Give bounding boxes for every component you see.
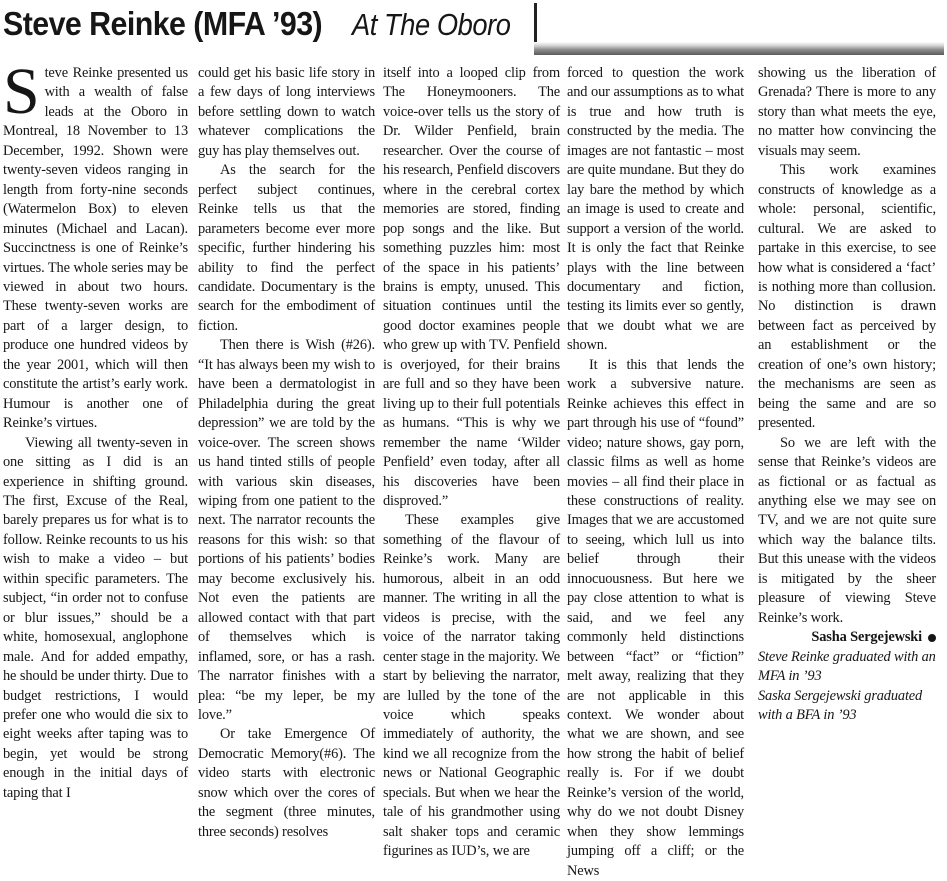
paragraph: Or take Emergence Of Democratic Memory(#6). The video starts with electronic snow which over the cores of the segment (three minutes, three seconds) resolves bbox=[198, 726, 375, 840]
column-2 bbox=[198, 64, 375, 842]
header-rule bbox=[534, 42, 944, 55]
paragraph: These examples give something of the flavour of Reinke’s work. Many are humorous, albeit in an odd manner. The writing in all the videos is precise, with the voice of the narrator taking center stage in the majority. We start by believing the narrator, are lulled by the tone of the voice which speaks immediately of authority, the kind we all recognize from the news or National Geographic specials. But when we hear the tale of his grandmother using salt shaker tops and ceramic figurines as IUD’s, we are bbox=[383, 512, 560, 860]
column-5 bbox=[758, 64, 936, 725]
paragraph: forced to question the work and our assumptions as to what is true and how truth is constructed by the media. The images are not fantastic – most are quite mundane. But they do lay bare the method by which an image is used to create and support a version of the world. It is only the fact that Reinke plays with the line between documentary and fiction, testing its limits ever so gently, that we doubt what we are shown. bbox=[567, 65, 744, 354]
paragraph: showing us the liberation of Grenada? There is more to any story than what meets the eye, no matter how convincing the visuals may seem. bbox=[758, 65, 936, 159]
article-header bbox=[3, 2, 534, 46]
paragraph: It is this that lends the work a subversive nature. Reinke achieves this effect in part through his use of “found” video; nature shows, gay porn, classic films as well as home movies – all find their place in these constructions of reality. Images that we are accustomed to seeing, which lull us into belief through their innocuousness. But here we pay close attention to what is said, and we feel any commonly held distinctions between “fact” or “fiction” melt away, realizing that they are not applicable in this context. We wonder about what we are shown, and see how strong the habit of belief really is. For if we doubt Reinke’s version of the world, why do we not doubt Disney when they show lemmings jumping off a cliff; or the News bbox=[567, 356, 744, 879]
author-name: Sasha Sergejewski bbox=[811, 629, 922, 646]
article-title: Steve Reinke (MFA ’93) bbox=[3, 5, 323, 42]
column-1 bbox=[3, 55, 188, 803]
paragraph: So we are left with the sense that Reinke’s videos are as fictional or as factual as anything else we may see on TV, and we are not quite sure which way the balance tilts. But this unease with the videos is mitigated by the sheer pleasure of viewing Steve Reinke’s work. bbox=[758, 434, 936, 626]
paragraph: This work examines constructs of knowledge as a whole: personal, scientific, cultural. We are asked to partake in this exercise, to see how what is considered a ‘fact’ is nothing more than collusion. No distinction is drawn between fact as perceived by an establishment or the creation of one’s own history; the mechanisms are seen as being the same and are so presented. bbox=[758, 162, 936, 432]
paragraph: Then there is Wish (#26). “It has always been my wish to have been a dermatologist in Philadelphia during the great depression” we are told by the voice-over. The screen shows us hand tinted stills of people with various skin diseases, wiping from one patient to the next. The narrator recounts the reasons for this wish: so that portions of his patients’ bodies may become exclusively his. Not even the patients are allowed contact with that part of themselves which is inflamed, sore, or has a rash. The narrator finishes with a plea: “be my leper, be my love.” bbox=[198, 337, 375, 723]
paragraph: could get his basic life story in a few days of long interviews before settling down to watch whatever complications the guy has play themselves out. bbox=[198, 65, 375, 159]
paragraph: As the search for the perfect subject continues, Reinke tells us that the parameters become ever more specific, further hindering his ability to find the perfect candidate. Documentary is the search for the embodiment of fiction. bbox=[198, 162, 375, 334]
column-4 bbox=[567, 64, 744, 881]
author-signature bbox=[758, 628, 936, 647]
paragraph-text: teve Reinke presented us with a wealth of false leads at the Oboro in Montreal, 18 November to 13 December, 1992. Shown were twenty-seven videos ranging in length from forty-nine seconds (Watermelon Box) to eleven minutes (Michael and Lacan). Succinctness is one of Reinke’s virtues. The whole series may be viewed in about two hours. These twenty-seven works are part of a larger design, to produce one hundred videos by the year 2001, which will then constitute the artist’s early work. Humour is another one of Reinke’s virtues. bbox=[3, 65, 188, 432]
drop-cap: S bbox=[3, 55, 40, 128]
header-divider bbox=[534, 3, 537, 43]
article-subtitle: At The Oboro bbox=[352, 7, 511, 42]
paragraph: Viewing all twenty-seven in one sitting as I did is an experience in shifting ground. The first, Excuse of the Real, barely prepares us for what is to follow. Reinke recounts to us his wish to make a video – but within specific parameters. The subject, “in order not to confuse or blur issues,” should be a white, homosexual, anglophone male. And for added empathy, he should be under thirty. Due to budget restrictions, I would prefer one who would die six to eight weeks after taping was to begin, yet would be strong enough in the initial days of taping that I bbox=[3, 434, 188, 801]
paragraph: itself into a looped clip from The Honeymooners. The voice-over tells us the story of Dr. Wilder Penfield, brain researcher. Over the course of his research, Penfield discovers where in the cerebral cortex memories are stored, finding pop songs and the like. But something puzzles him: most of the space in his patients’ brains is empty, unused. This situation continues until the good doctor examines people who grew up with TV. Penfield is overjoyed, for their brains are full and so they have been living up to their full potentials as humans. “This is why we remember the name ‘Wilder Penfield’ even today, after all his discoveries have been disproved.” bbox=[383, 65, 560, 509]
author-note: Saska Sergejewski graduated with a BFA in ’93 bbox=[758, 687, 923, 723]
column-3 bbox=[383, 64, 560, 862]
end-mark-icon bbox=[928, 634, 936, 642]
author-note: Steve Reinke graduated with an MFA in ’93 bbox=[758, 648, 936, 685]
paragraph bbox=[3, 55, 188, 434]
